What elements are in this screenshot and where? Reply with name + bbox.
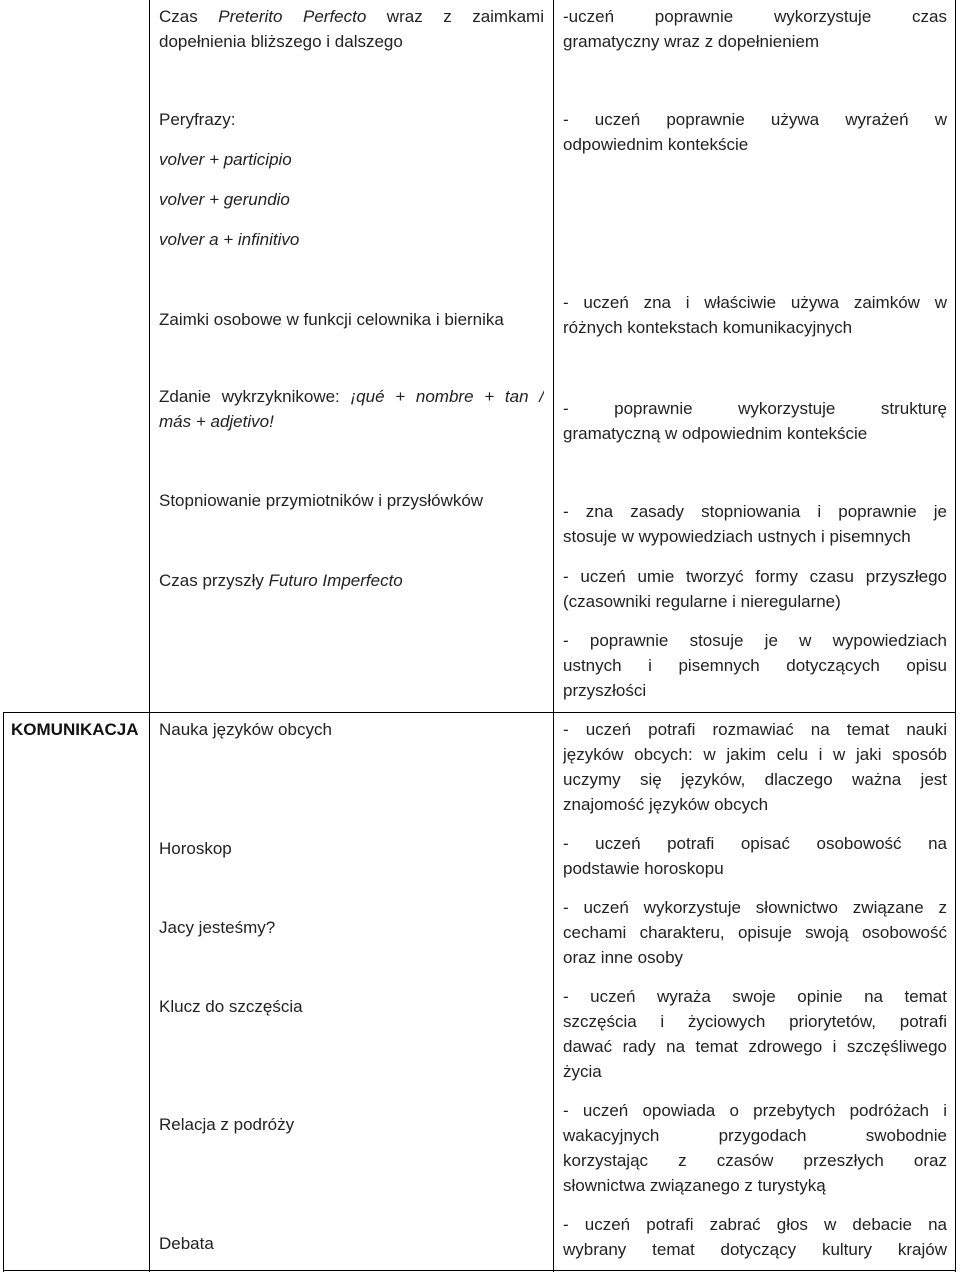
text-line: Czas Preterito Perfecto wraz z zaimkami xyxy=(159,7,544,26)
text-line: uczymy się języków, dlaczego ważna jest xyxy=(563,770,947,789)
communication-outcome-relacja xyxy=(563,1098,947,1198)
communication-topic-horoskop: Horoskop xyxy=(159,839,232,858)
text-line: różnych kontekstach komunikacyjnych xyxy=(563,318,853,337)
text-line: znajomość języków obcych xyxy=(563,795,769,814)
grammar-outcome-stopniowanie xyxy=(563,499,947,549)
text-line: - uczeń wyraża swoje opinie na temat xyxy=(563,987,947,1006)
communication-outcome-horoskop xyxy=(563,831,947,881)
text-line: más + adjetivo! xyxy=(159,412,274,431)
grammar-topic-zaimki: Zaimki osobowe w funkcji celownika i biernika xyxy=(159,310,504,329)
text-line: stosuje w wypowiedziach ustnych i pisemnych xyxy=(563,527,911,546)
text-line: - uczeń zna i właściwie używa zaimków w xyxy=(563,293,947,312)
text-line: - uczeń wykorzystuje słownictwo związane z xyxy=(563,898,947,917)
text-line: - uczeń potrafi zabrać głos w debacie na xyxy=(563,1215,947,1234)
grammar-topic-peryfrazy: Peryfrazy: xyxy=(159,110,236,129)
text-line: - uczeń umie tworzyć formy czasu przyszłego xyxy=(563,567,947,586)
communication-topic-klucz: Klucz do szczęścia xyxy=(159,997,303,1016)
text-line: - zna zasady stopniowania i poprawnie je xyxy=(563,502,947,521)
section-label-komunikacja: KOMUNIKACJA xyxy=(11,720,139,739)
text-line: Zdanie wykrzyknikowe: ¡qué + nombre + tan / xyxy=(159,387,544,406)
table-border-bottom xyxy=(3,1270,956,1271)
grammar-topic-peryfrazy-item: volver + participio xyxy=(159,150,292,169)
text-line: dopełnienia bliższego i dalszego xyxy=(159,32,403,51)
text-line: życia xyxy=(563,1062,602,1081)
grammar-topic-futuro: Czas przyszły Futuro Imperfecto xyxy=(159,571,403,590)
communication-outcome-debata xyxy=(563,1212,947,1262)
grammar-topic-peryfrazy-item: volver + gerundio xyxy=(159,190,290,209)
text-line: wakacyjnych przygodach swobodnie xyxy=(563,1126,947,1145)
text-line: - uczeń poprawnie używa wyrażeń w xyxy=(563,110,947,129)
column-divider-1 xyxy=(149,0,150,1272)
grammar-outcome-preterito xyxy=(563,4,947,54)
grammar-topic-stopniowanie: Stopniowanie przymiotników i przysłówków xyxy=(159,491,484,510)
text-line: - uczeń potrafi opisać osobowość na xyxy=(563,834,947,853)
communication-topic-relacja: Relacja z podróży xyxy=(159,1115,295,1134)
table-border-left xyxy=(3,712,4,1272)
column-divider-2 xyxy=(553,0,554,1272)
grammar-outcome-futuro xyxy=(563,564,947,614)
communication-topic-debata: Debata xyxy=(159,1234,214,1253)
grammar-outcome-futuro-usage xyxy=(563,628,947,703)
text-line: - poprawnie wykorzystuje strukturę xyxy=(563,399,947,418)
text-line: gramatyczny wraz z dopełnieniem xyxy=(563,32,820,51)
communication-outcome-nauka xyxy=(563,717,947,817)
grammar-outcome-zaimki xyxy=(563,290,947,340)
communication-outcome-jacy xyxy=(563,895,947,970)
row-divider-komunikacja xyxy=(3,712,956,713)
text-line: - uczeń potrafi rozmawiać na temat nauki xyxy=(563,720,947,739)
text-line: podstawie horoskopu xyxy=(563,859,724,878)
grammar-topic-peryfrazy-item: volver a + infinitivo xyxy=(159,230,300,249)
grammar-outcome-peryfrazy xyxy=(563,107,947,157)
text-line: języków obcych: w jakim celu i w jaki sposób xyxy=(563,745,947,764)
text-line: oraz inne osoby xyxy=(563,948,684,967)
text-line: korzystając z czasów przeszłych oraz xyxy=(563,1151,947,1170)
text-line: gramatyczną w odpowiednim kontekście xyxy=(563,424,868,443)
text-line: wybrany temat dotyczący kultury krajów xyxy=(563,1240,947,1259)
communication-topic-jacy: Jacy jesteśmy? xyxy=(159,918,276,937)
communication-topic-nauka: Nauka języków obcych xyxy=(159,720,332,739)
text-line: - poprawnie stosuje je w wypowiedziach xyxy=(563,631,947,650)
table-border-right xyxy=(955,0,956,1272)
grammar-outcome-wykrzyknikowe xyxy=(563,396,947,446)
text-line: dawać rady na temat zdrowego i szczęśliwego xyxy=(563,1037,947,1056)
text-line: szczęścia i życiowych priorytetów, potrafi xyxy=(563,1012,947,1031)
text-line: słownictwa związanego z turystyką xyxy=(563,1176,826,1195)
text-line: (czasowniki regularne i nieregularne) xyxy=(563,592,841,611)
text-line: - uczeń opowiada o przebytych podróżach i xyxy=(563,1101,947,1120)
communication-outcome-klucz xyxy=(563,984,947,1084)
grammar-topic-wykrzyknikowe xyxy=(159,384,544,434)
grammar-topic-preterito xyxy=(159,4,544,54)
text-line: cechami charakteru, opisuje swoją osobowość xyxy=(563,923,947,942)
text-line: -uczeń poprawnie wykorzystuje czas xyxy=(563,7,947,26)
text-line: odpowiednim kontekście xyxy=(563,135,749,154)
text-line: przyszłości xyxy=(563,681,647,700)
text-line: ustnych i pisemnych dotyczących opisu xyxy=(563,656,947,675)
